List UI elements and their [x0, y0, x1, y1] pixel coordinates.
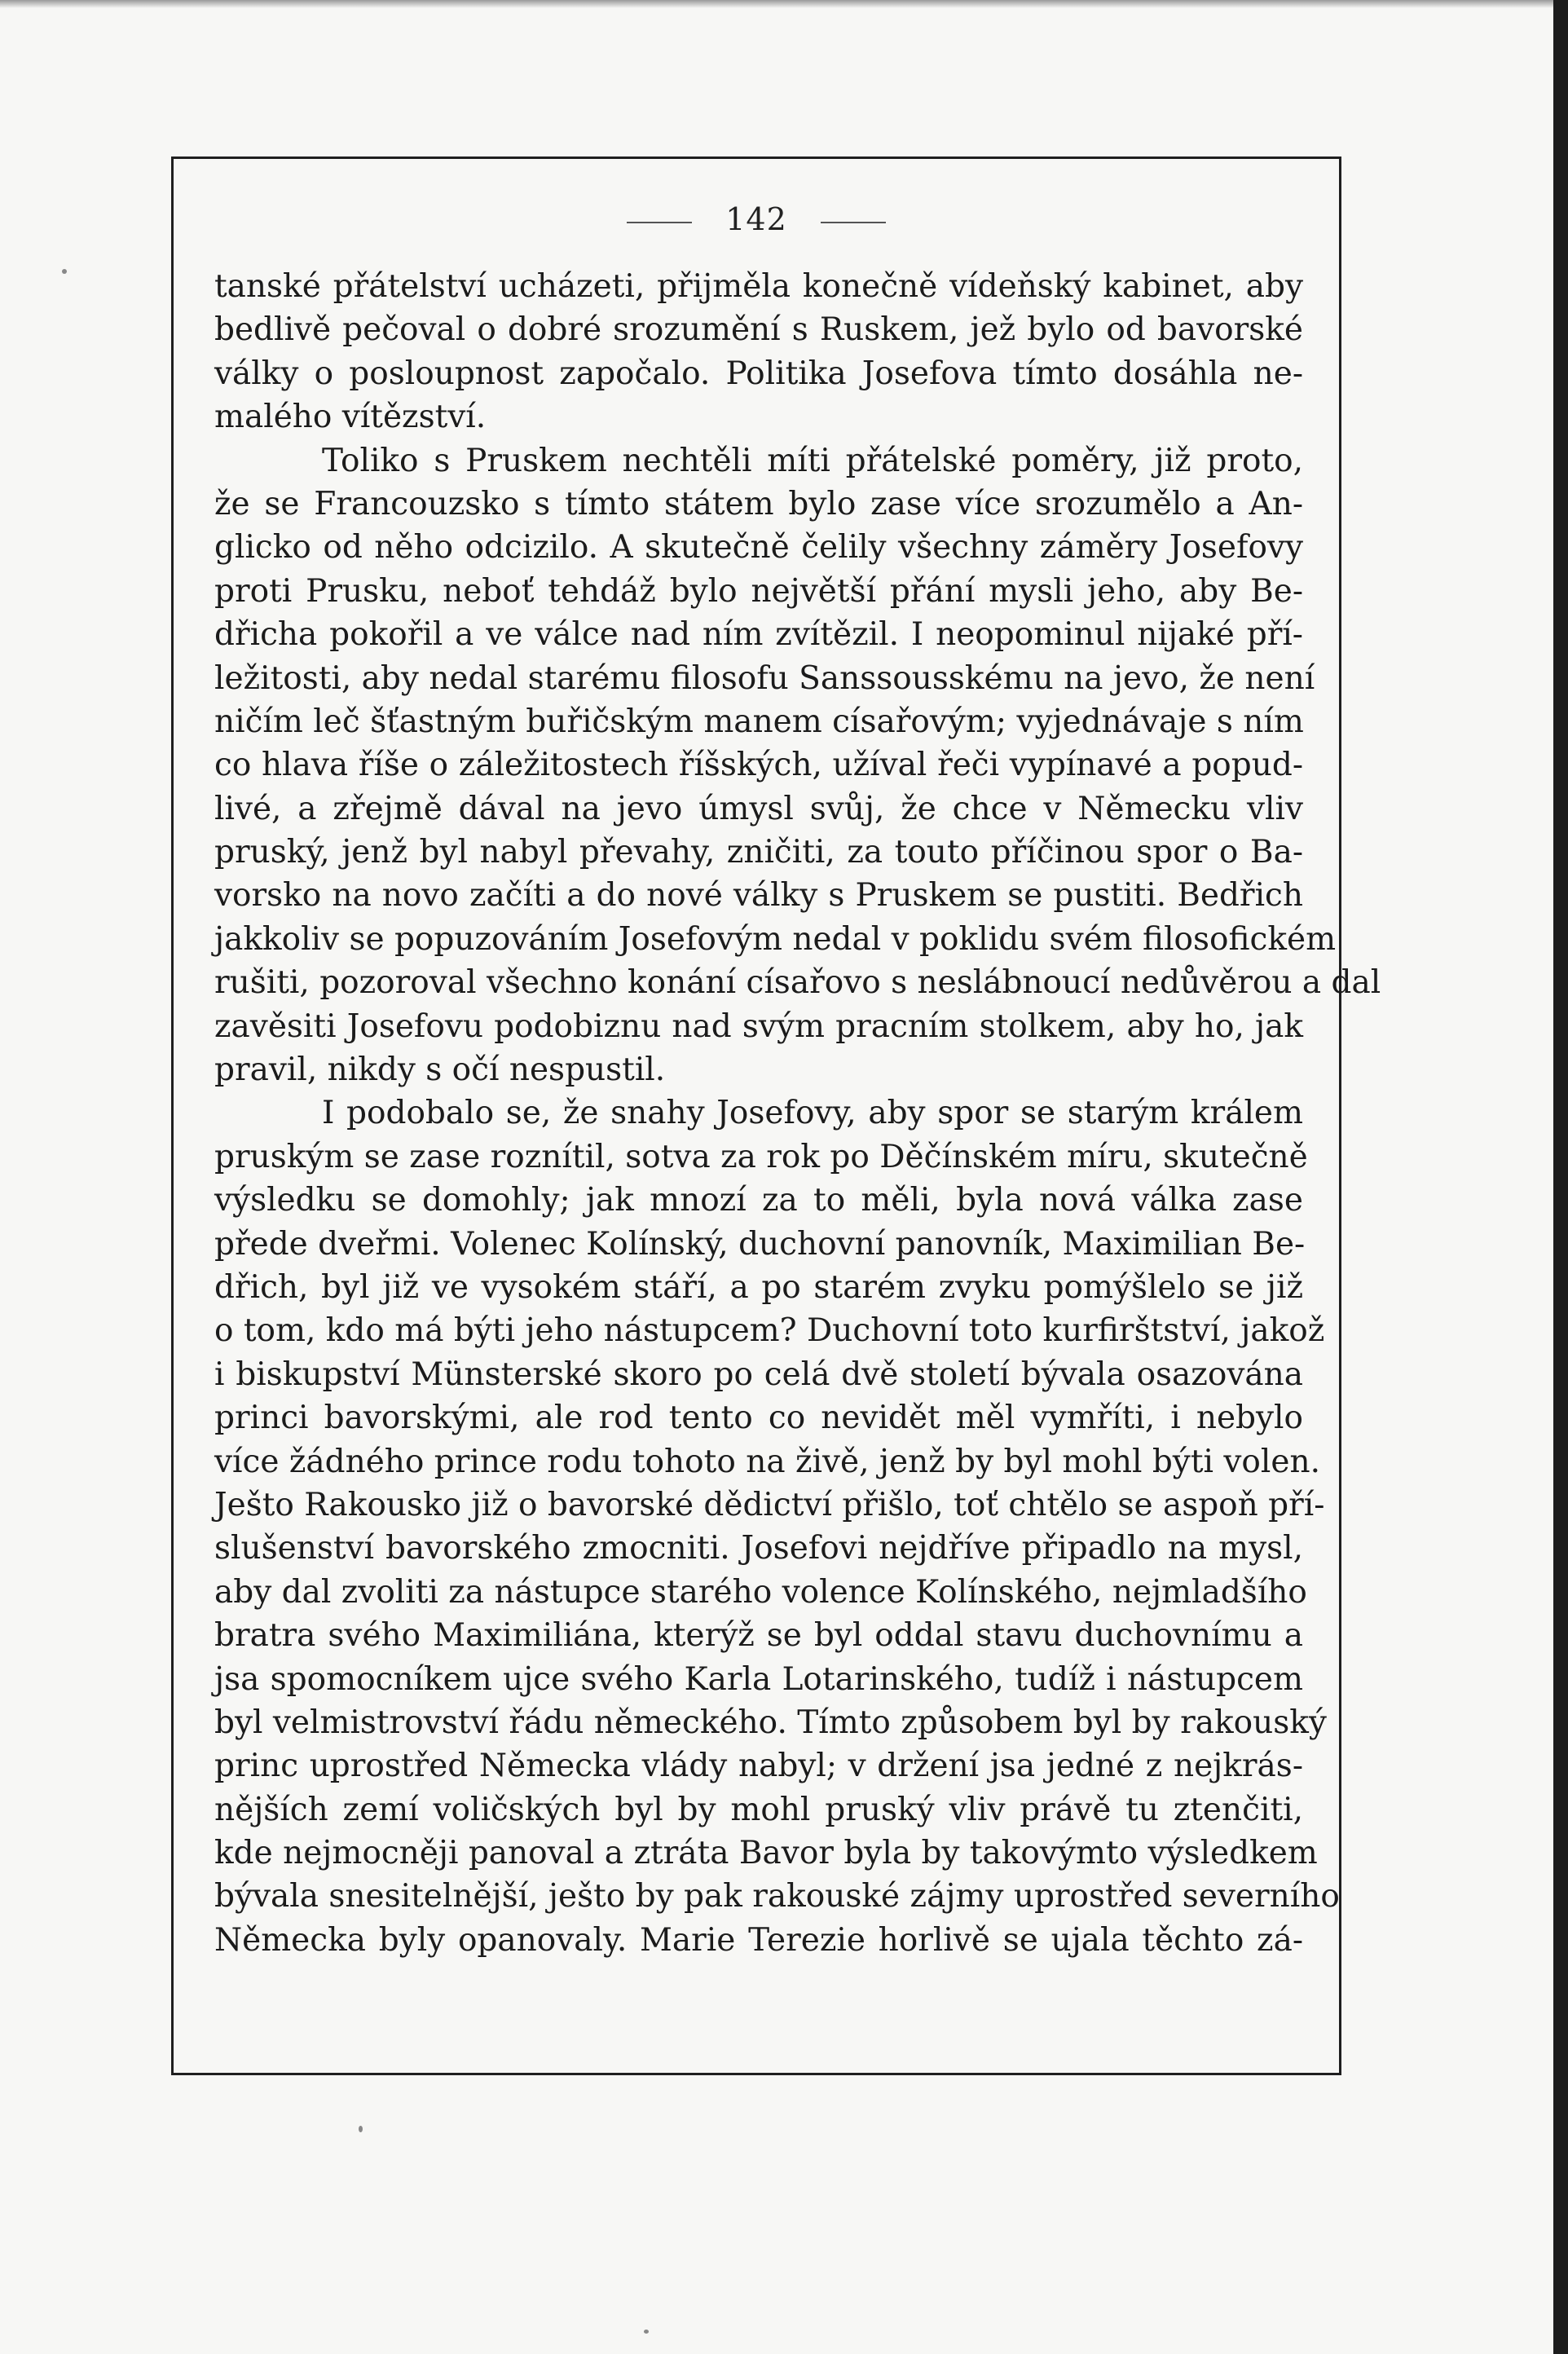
text-line: livé, a zřejmě dával na jevo úmysl svůj, že chce v Německu vliv	[214, 790, 1303, 827]
text-line: byl velmistrovství řádu německého. Tímto způsobem byl by rakouský	[214, 1704, 1327, 1741]
text-line: dřicha pokořil a ve válce nad ním zvítězil. I neopominul nijaké pří-	[214, 616, 1303, 654]
text-line: vorsko na novo začíti a do nové války s Pruskem se pustiti. Bedřich	[214, 877, 1303, 915]
text-line: pruský, jenž byl nabyl převahy, zničiti, za touto příčinou spor o Ba-	[214, 834, 1303, 871]
text-line: pruským se zase roznítil, sotva za rok po Děčínském míru, skutečně	[214, 1138, 1308, 1175]
text-line: pravil, nikdy s očí nespustil.	[214, 1051, 666, 1089]
text-line: Německa byly opanovaly. Marie Terezie horlivě se ujala těchto zá-	[214, 1921, 1303, 1959]
body-text	[214, 265, 1381, 1962]
dust-speck	[62, 269, 67, 274]
header-rule-right	[821, 222, 886, 223]
dust-speck	[359, 2126, 363, 2132]
page-header	[174, 201, 1339, 237]
text-line: o tom, kdo má býti jeho nástupcem? Duchovní toto kurfirštství, jakož	[214, 1312, 1325, 1350]
text-line: jsa spomocníkem ujce svého Karla Lotarinského, tudíž i nástupcem	[214, 1660, 1303, 1698]
text-line: tanské přátelství ucházeti, přijměla konečně vídeňský kabinet, aby	[214, 268, 1303, 305]
header-rule-left	[627, 222, 692, 223]
text-line: výsledku se domohly; jak mnozí za to měli, byla nová válka zase	[214, 1182, 1303, 1219]
scan-top-edge	[0, 0, 1568, 8]
text-line: rušiti, pozoroval všechno konání císařovo s neslábnoucí nedůvěrou a dal	[214, 964, 1381, 1002]
text-line: bratra svého Maximiliána, kterýž se byl oddal stavu duchovnímu a	[214, 1617, 1303, 1655]
page-number: 142	[725, 201, 787, 237]
text-line: jakkoliv se popuzováním Josefovým nedal v poklidu svém filosofickém	[214, 920, 1337, 958]
text-line: více žádného prince rodu tohoto na živě, jenž by byl mohl býti volen.	[214, 1443, 1320, 1480]
text-line: aby dal zvoliti za nástupce starého volence Kolínského, nejmladšího	[214, 1573, 1307, 1611]
text-line: proti Prusku, neboť tehdáž bylo největší přání mysli jeho, aby Be-	[214, 572, 1303, 610]
text-line: války o posloupnost započalo. Politika Josefova tímto dosáhla ne-	[214, 355, 1303, 392]
text-line: kde nejmocněji panoval a ztráta Bavor byla by takovýmto výsledkem	[214, 1835, 1318, 1872]
text-line: Toliko s Pruskem nechtěli míti přátelské poměry, již proto,	[322, 442, 1303, 479]
text-line: ničím leč šťastným buřičským manem císařovým; vyjednávaje s ním	[214, 703, 1304, 740]
text-line: co hlava říše o záležitostech říšských, užíval řeči vypínavé a popud-	[214, 747, 1303, 784]
text-line: glicko od něho odcizilo. A skutečně čelily všechny záměry Josefovy	[214, 529, 1303, 566]
text-line: přede dveřmi. Volenec Kolínský, duchovní panovník, Maximilian Be-	[214, 1225, 1306, 1263]
text-line: slušenství bavorského zmocniti. Josefovi nejdříve připadlo na mysl,	[214, 1530, 1303, 1567]
text-line: bedlivě pečoval o dobré srozumění s Ruskem, jež bylo od bavorské	[214, 311, 1303, 349]
text-line: dřich, byl již ve vysokém stáří, a po starém zvyku pomýšlelo se již	[214, 1268, 1303, 1306]
text-line: princ uprostřed Německa vlády nabyl; v držení jsa jedné z nejkrás-	[214, 1748, 1303, 1785]
text-line: bývala snesitelnější, ješto by pak rakouské zájmy uprostřed severního	[214, 1878, 1340, 1915]
text-line: nějších zemí voličských byl by mohl pruský vliv právě tu ztenčiti,	[214, 1791, 1303, 1828]
text-line: princi bavorskými, ale rod tento co nevidět měl vymříti, i nebylo	[214, 1400, 1303, 1437]
page-border-frame	[171, 156, 1381, 2075]
text-line: ležitosti, aby nedal starému filosofu Sanssousskému na jevo, že není	[214, 659, 1315, 697]
text-line: zavěsiti Josefovu podobiznu nad svým pracním stolkem, aby ho, jak	[214, 1007, 1303, 1045]
text-line: I podobalo se, že snahy Josefovy, aby spor se starým králem	[322, 1095, 1303, 1132]
text-line: že se Francouzsko s tímto státem bylo zase více srozumělo a An-	[214, 485, 1303, 522]
text-line: i biskupství Münsterské skoro po celá dvě století bývala osazována	[214, 1356, 1303, 1393]
text-line: Ješto Rakousko již o bavorské dědictví přišlo, toť chtělo se aspoň pří-	[214, 1486, 1325, 1523]
dust-speck	[644, 2330, 649, 2334]
scan-right-edge	[1553, 0, 1568, 2354]
text-line: malého vítězství.	[214, 399, 487, 436]
